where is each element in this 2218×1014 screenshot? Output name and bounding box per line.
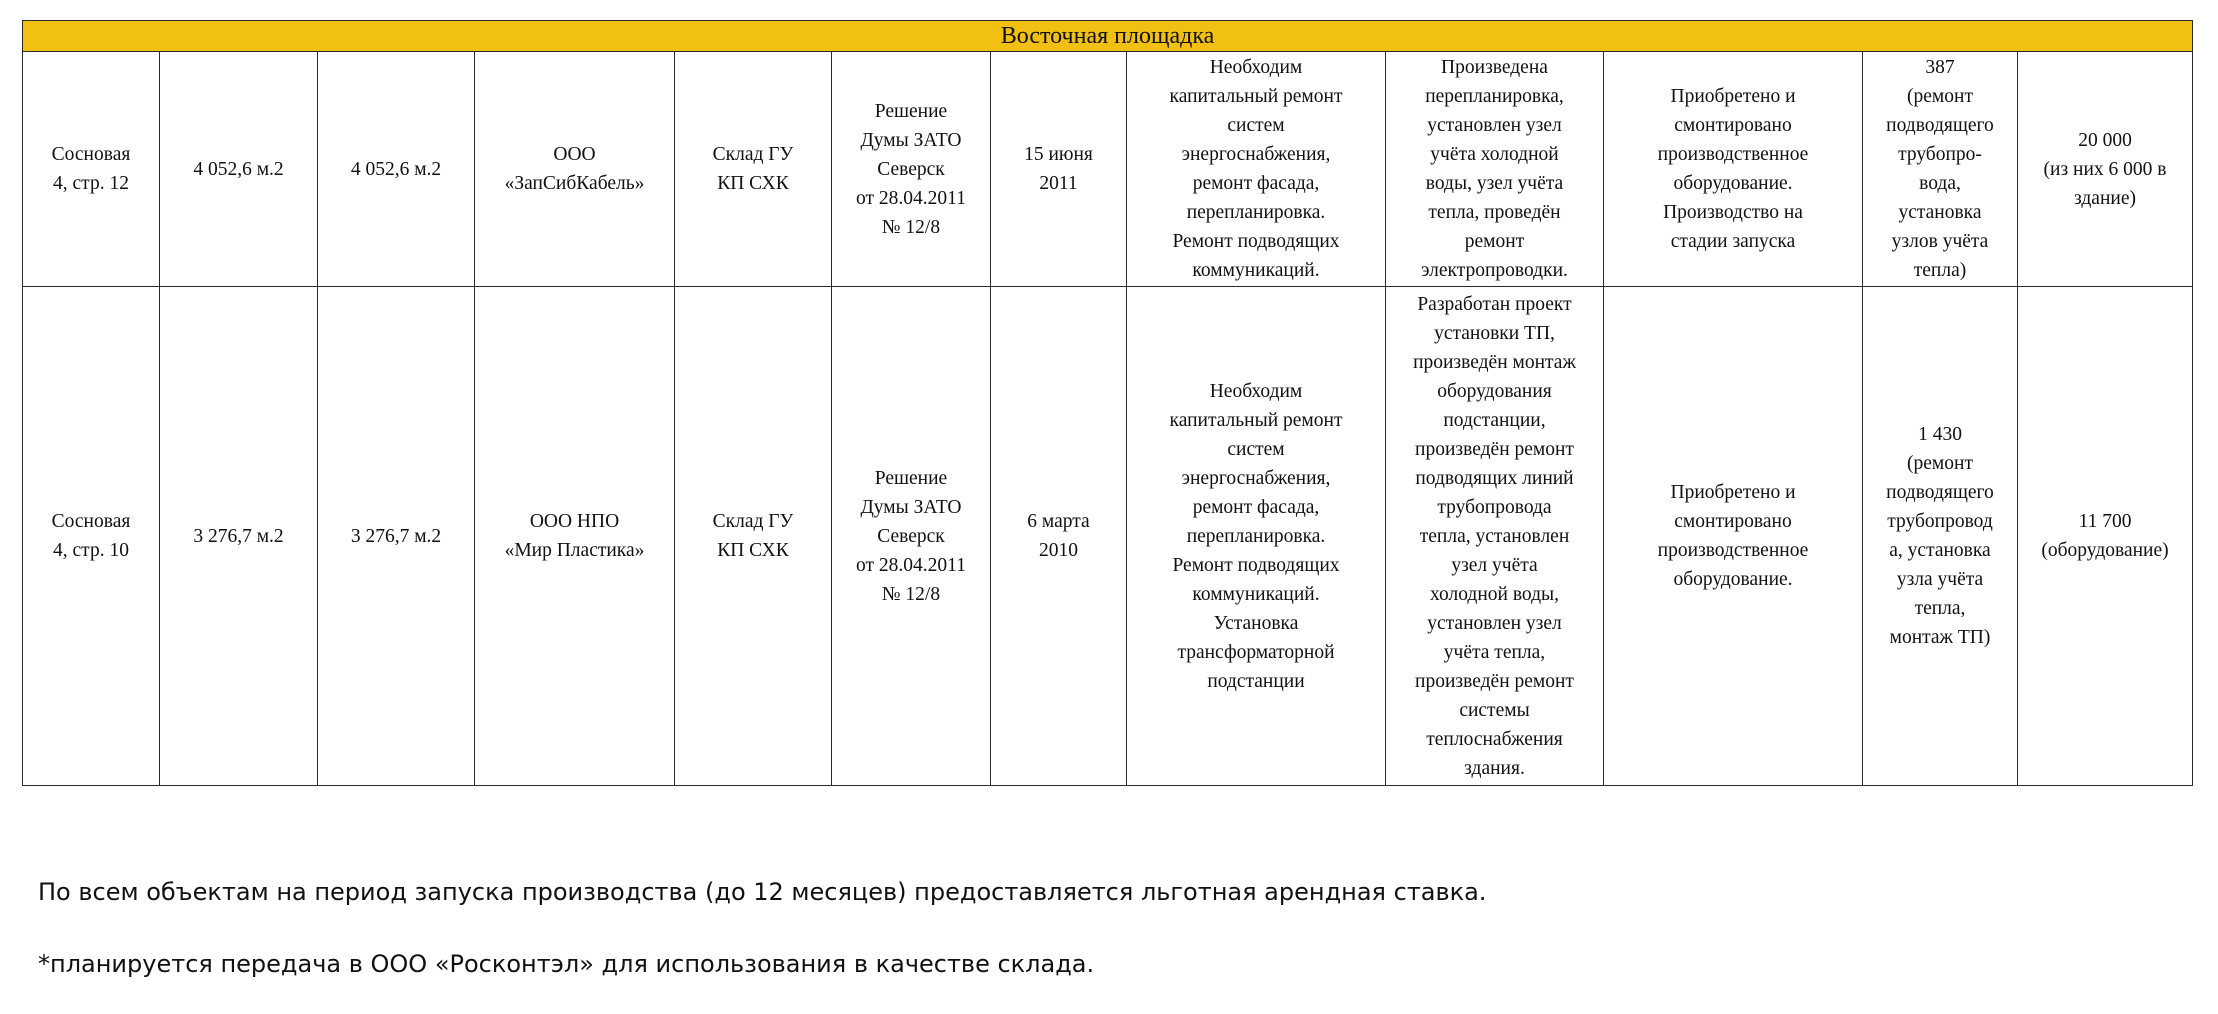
investments-done-cell: 1 430 (ремонт подводящего трубопровод а, установка узла учёта тепла, монтаж ТП) — [1863, 287, 2018, 786]
address-cell: Сосновая 4, стр. 10 — [23, 287, 160, 786]
date-cell: 15 июня 2011 — [991, 52, 1127, 287]
section-header-row — [23, 21, 2193, 52]
repairs-needed-cell: Необходим капитальный ремонт систем энергоснабжения, ремонт фасада, перепланировка. Ремонт подводящих коммуникаций. Установка трансформаторной подстанции — [1127, 287, 1386, 786]
date-cell: 6 марта 2010 — [991, 287, 1127, 786]
tenant-cell: ООО НПО «Мир Пластика» — [475, 287, 675, 786]
former-use-cell: Склад ГУ КП СХК — [675, 287, 832, 786]
investments-done-cell: 387 (ремонт подводящего трубопро- вода, установка узлов учёта тепла) — [1863, 52, 2018, 287]
basis-cell: Решение Думы ЗАТО Северск от 28.04.2011 № 12/8 — [832, 52, 991, 287]
table-row — [23, 287, 2193, 786]
area-total-cell: 3 276,7 м.2 — [160, 287, 318, 786]
note-planned-transfer: *планируется передача в ООО «Росконтэл» для использования в качестве склада. — [38, 950, 1095, 978]
note-preferential-rate: По всем объектам на период запуска производства (до 12 месяцев) предоставляется льготная арендная ставка. — [38, 878, 1487, 906]
tenant-cell: ООО «ЗапСибКабель» — [475, 52, 675, 287]
objects-table — [22, 20, 2193, 786]
address-cell: Сосновая 4, стр. 12 — [23, 52, 160, 287]
basis-cell: Решение Думы ЗАТО Северск от 28.04.2011 № 12/8 — [832, 287, 991, 786]
equipment-cell: Приобретено и смонтировано производственное оборудование. Производство на стадии запуска — [1604, 52, 1863, 287]
table-row — [23, 52, 2193, 287]
area-leased-cell: 3 276,7 м.2 — [318, 287, 475, 786]
former-use-cell: Склад ГУ КП СХК — [675, 52, 832, 287]
works-done-cell: Произведена перепланировка, установлен узел учёта холодной воды, узел учёта тепла, проведён ремонт электропроводки. — [1386, 52, 1604, 287]
area-leased-cell: 4 052,6 м.2 — [318, 52, 475, 287]
investments-total-cell: 20 000 (из них 6 000 в здание) — [2018, 52, 2193, 287]
repairs-needed-cell: Необходим капитальный ремонт систем энергоснабжения, ремонт фасада, перепланировка. Ремонт подводящих коммуникаций. — [1127, 52, 1386, 287]
section-title: Восточная площадка — [23, 21, 2193, 52]
investments-total-cell: 11 700 (оборудование) — [2018, 287, 2193, 786]
equipment-cell: Приобретено и смонтировано производственное оборудование. — [1604, 287, 1863, 786]
works-done-cell: Разработан проект установки ТП, произведён монтаж оборудования подстанции, произведён ремонт подводящих линий трубопровода тепла, установлен узел учёта холодной воды, установлен узел учёта тепла, произведён ремонт системы теплоснабжения здания. — [1386, 287, 1604, 786]
area-total-cell: 4 052,6 м.2 — [160, 52, 318, 287]
